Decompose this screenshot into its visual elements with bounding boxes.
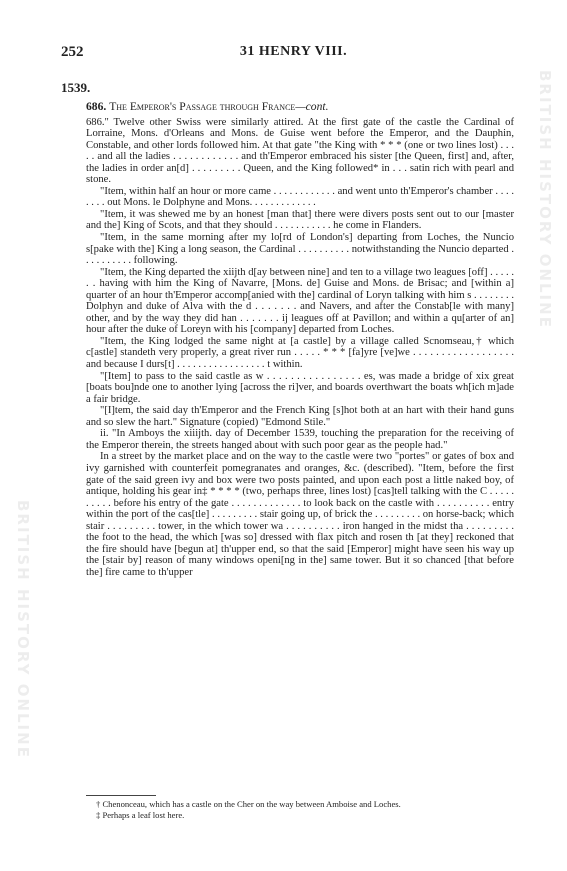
footnote: † Chenonceau, which has a castle on the Cher on the way between Amboise and Loches.	[96, 799, 401, 809]
running-head	[0, 44, 567, 64]
body-text	[86, 101, 514, 578]
paragraph: ii. "In Amboys the xiiijth. day of December 1539, touching the preparation for the receiving of the Emperor therein, the streets hanged about with such poor gear as the people had."	[86, 428, 514, 451]
margin-year: 1539.	[61, 80, 91, 95]
paragraph: "[Item] to pass to the said castle as w . . . . . . . . . . . . . . . . es, was made a bridge of xix great [boats bou]nde one to another lying [across the ri]ver, and boards overthwart the boats wh[ich m]ade a fair bridge.	[86, 370, 514, 405]
paragraph: "[I]tem, the said day th'Emperor and the French King [s]hot both at an hart with their hand guns and so slew the hart." Signature (copied) "Edmond Stile."	[86, 405, 514, 428]
page-number: 252	[61, 44, 84, 60]
entry-title: The Emperor's Passage through France	[109, 100, 296, 113]
paragraph: 686." Twelve other Swiss were similarly attired. At the first gate of the castle the Cardinal of Lorraine, Mons. d'Orleans and Mons. de Guise went before the Emperor, and the Dauphin, Constable, and other lords followed him. At that gate "the King with * * * (one or two lines lost) . . . . . and all the ladies . . . . . . . . . . . . and th'Emperor embraced his sister [the Queen, first] and, after, the ladies in order an[d] . . . . . . . . . Queen, and the King followed* in . . . satin rich with pearl and stone.	[86, 116, 514, 186]
entry-header	[86, 101, 514, 113]
entry-number: 686.	[86, 100, 107, 113]
footnote: ‡ Perhaps a leaf lost here.	[96, 809, 185, 820]
footnotes	[96, 799, 516, 820]
paragraph: In a street by the market place and on the way to the castle were two "portes" or gates of box and ivy garnished with counterfeit pomegranates and oranges, &c. (described). "Item, before the first gate of the said green ivy and box were two posts painted, and upon each post a little naked boy, of antique, holding his gear in‡ * * * * (two, perhaps three, lines lost) [cas]tell talking with the C . . . . . . . . . . before his entry of the gate . . . . . . . . . . . . . to look back on the castle with . . . . . . . . . . entry within the port of the cas[tle] . . . . . . . . . stair going up, of brick the . . . . . . . . . on horse-back; which stair . . . . . . . . . tower, in the which tower wa . . . . . . . . . . iron hanged in the midst tha . . . . . . . . . the foot to the head, the which [was so] dressed with flax pitch and rosen th [at they] reckoned that the fire should have [begun at] th'upper end, so that the said [Emperor] might have seen his way up the [stair by] reason of many windows openi[ng in the] same tower. But it so chanced [that before the] fire came to th'upper	[86, 451, 514, 578]
paragraph: "Item, within half an hour or more came . . . . . . . . . . . . and went unto th'Emperor's chamber . . . . . . . . out Mons. le Dolphyne and Mons. . . . . . . . . . . . .	[86, 185, 514, 209]
paragraph: "Item, in the same morning after my lo[rd of London's] departing from Loches, the Nuncio s[pake with the] King a long season, the Cardinal . . . . . . . . . . notwithstanding the Nuncio departed . . . . . . . . . . following.	[86, 232, 514, 267]
watermark: BRITISH HISTORY ONLINE	[14, 500, 32, 759]
paragraph: "Item, it was shewed me by an honest [man that] there were divers posts sent out to our [master and the] King of Scots, and that they should . . . . . . . . . . . he come in Flanders.	[86, 208, 514, 232]
footnote-rule	[86, 795, 156, 796]
watermark: BRITISH HISTORY ONLINE	[536, 70, 554, 329]
paragraph: "Item, the King lodged the same night at [a castle] by a village called Scnomseau,† which c[astle] standeth very properly, a great river run . . . . . * * * [fa]yre [ve]we . . . . . . . . . . . . . . . . . . and because I durs[t] . . . . . . . . . . . . . . . . . t within.	[86, 335, 514, 371]
entry-cont: —cont.	[295, 100, 329, 113]
paragraph: "Item, the King departed the xiijth d[ay between nine] and ten to a village two leagues [off] . . . . . . . having with him the King of Navarre, [Mons. de] Guise and Mons. de Brisac; and [within a] quarter of an hour th'Emperor accomp[anied with the] cardinal of Loryn talking with him s . . . . . . . . Dolphyn and duke of Alva with the d . . . . . . . and Navers, and after the Constab[le with many] other, and by the way they did han . . . . . . . ij leagues off at Pavillon; and within a qu[arter of an] hour after the duke of Loreyn with his [company] departed from Loches.	[86, 266, 514, 336]
running-title: 31 HENRY VIII.	[239, 44, 348, 59]
